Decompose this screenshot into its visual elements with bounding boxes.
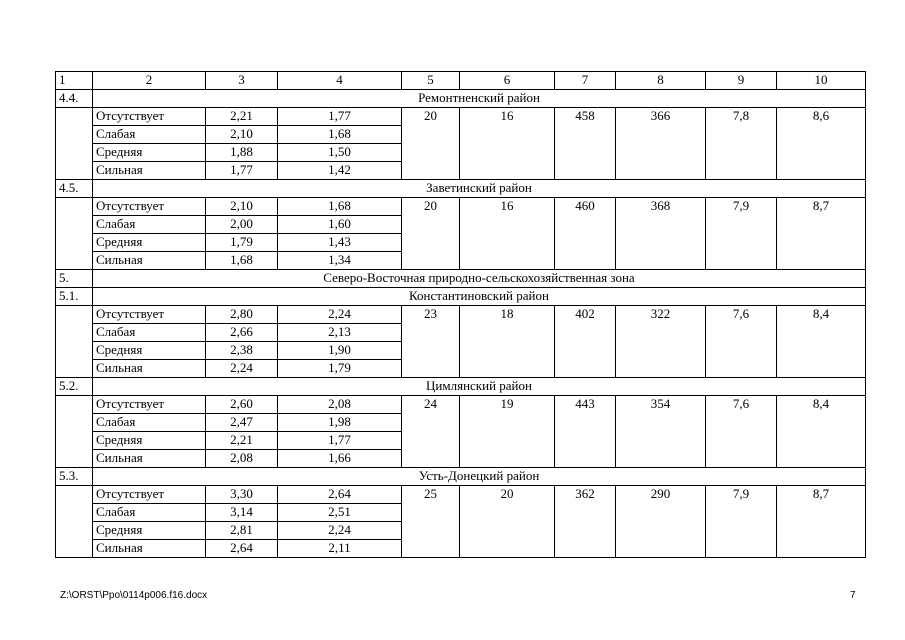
- value-col-4: 2,24: [278, 522, 402, 540]
- column-number-2: 2: [93, 72, 206, 90]
- erosion-level: Слабая: [93, 504, 206, 522]
- value-col-3: 2,24: [206, 360, 278, 378]
- erosion-level: Средняя: [93, 144, 206, 162]
- erosion-level: Средняя: [93, 522, 206, 540]
- value-col-7: 460: [555, 198, 616, 270]
- erosion-level: Слабая: [93, 414, 206, 432]
- value-col-4: 2,08: [278, 396, 402, 414]
- value-col-8: 366: [616, 108, 706, 180]
- value-col-4: 1,50: [278, 144, 402, 162]
- value-col-4: 2,51: [278, 504, 402, 522]
- erosion-level: Отсутствует: [93, 396, 206, 414]
- value-col-10: 8,4: [777, 396, 866, 468]
- table-row: [56, 306, 866, 324]
- column-number-8: 8: [616, 72, 706, 90]
- zone-heading-row: [56, 270, 866, 288]
- section-number: 4.5.: [56, 180, 93, 198]
- document-path: Z:\ORST\Ppo\0114p006.f16.docx: [60, 590, 208, 601]
- data-table: [55, 71, 866, 558]
- value-col-4: 1,68: [278, 126, 402, 144]
- value-col-3: 2,10: [206, 198, 278, 216]
- value-col-5: 20: [402, 108, 460, 180]
- value-col-8: 368: [616, 198, 706, 270]
- column-number-10: 10: [777, 72, 866, 90]
- district-heading-row: [56, 180, 866, 198]
- erosion-level: Сильная: [93, 162, 206, 180]
- value-col-4: 2,64: [278, 486, 402, 504]
- section-number: 5.: [56, 270, 93, 288]
- erosion-level: Сильная: [93, 540, 206, 558]
- value-col-6: 19: [460, 396, 555, 468]
- value-col-4: 1,98: [278, 414, 402, 432]
- value-col-5: 20: [402, 198, 460, 270]
- column-number-3: 3: [206, 72, 278, 90]
- zone-title: Северо-Восточная природно-сельскохозяйственная зона: [93, 270, 866, 288]
- erosion-level: Средняя: [93, 432, 206, 450]
- table-row: [56, 396, 866, 414]
- district-heading-row: [56, 288, 866, 306]
- value-col-3: 2,81: [206, 522, 278, 540]
- table-row: [56, 198, 866, 216]
- section-number: 5.1.: [56, 288, 93, 306]
- value-col-3: 1,79: [206, 234, 278, 252]
- value-col-3: 2,60: [206, 396, 278, 414]
- table-row: [56, 486, 866, 504]
- value-col-5: 23: [402, 306, 460, 378]
- page-number: 7: [850, 590, 856, 601]
- value-col-7: 458: [555, 108, 616, 180]
- value-col-6: 20: [460, 486, 555, 558]
- column-number-7: 7: [555, 72, 616, 90]
- erosion-level: Отсутствует: [93, 108, 206, 126]
- value-col-4: 1,90: [278, 342, 402, 360]
- row-number-blank: [56, 396, 93, 468]
- district-title: Ремонтненский район: [93, 90, 866, 108]
- value-col-4: 1,79: [278, 360, 402, 378]
- value-col-3: 1,68: [206, 252, 278, 270]
- value-col-7: 443: [555, 396, 616, 468]
- erosion-level: Слабая: [93, 324, 206, 342]
- table-body: [56, 72, 866, 558]
- value-col-6: 16: [460, 108, 555, 180]
- value-col-10: 8,7: [777, 486, 866, 558]
- value-col-3: 2,21: [206, 432, 278, 450]
- district-title: Заветинский район: [93, 180, 866, 198]
- value-col-4: 1,34: [278, 252, 402, 270]
- column-number-6: 6: [460, 72, 555, 90]
- value-col-3: 2,47: [206, 414, 278, 432]
- value-col-3: 2,38: [206, 342, 278, 360]
- column-number-4: 4: [278, 72, 402, 90]
- row-number-blank: [56, 108, 93, 180]
- value-col-4: 1,77: [278, 432, 402, 450]
- district-title: Цимлянский район: [93, 378, 866, 396]
- value-col-3: 1,88: [206, 144, 278, 162]
- value-col-4: 1,60: [278, 216, 402, 234]
- section-number: 4.4.: [56, 90, 93, 108]
- district-heading-row: [56, 378, 866, 396]
- value-col-4: 2,24: [278, 306, 402, 324]
- row-number-blank: [56, 198, 93, 270]
- erosion-level: Отсутствует: [93, 198, 206, 216]
- value-col-3: 3,30: [206, 486, 278, 504]
- value-col-3: 2,66: [206, 324, 278, 342]
- value-col-3: 2,10: [206, 126, 278, 144]
- district-title: Усть-Донецкий район: [93, 468, 866, 486]
- value-col-3: 2,21: [206, 108, 278, 126]
- erosion-level: Слабая: [93, 216, 206, 234]
- value-col-9: 7,9: [706, 486, 777, 558]
- value-col-4: 2,13: [278, 324, 402, 342]
- value-col-8: 354: [616, 396, 706, 468]
- value-col-9: 7,6: [706, 396, 777, 468]
- erosion-level: Средняя: [93, 234, 206, 252]
- value-col-3: 2,64: [206, 540, 278, 558]
- erosion-level: Отсутствует: [93, 486, 206, 504]
- section-number: 5.3.: [56, 468, 93, 486]
- erosion-level: Отсутствует: [93, 306, 206, 324]
- value-col-4: 2,11: [278, 540, 402, 558]
- value-col-4: 1,66: [278, 450, 402, 468]
- value-col-10: 8,4: [777, 306, 866, 378]
- value-col-8: 322: [616, 306, 706, 378]
- value-col-3: 3,14: [206, 504, 278, 522]
- value-col-6: 16: [460, 198, 555, 270]
- value-col-4: 1,42: [278, 162, 402, 180]
- district-heading-row: [56, 468, 866, 486]
- row-number-blank: [56, 306, 93, 378]
- section-number: 5.2.: [56, 378, 93, 396]
- erosion-level: Слабая: [93, 126, 206, 144]
- erosion-level: Сильная: [93, 450, 206, 468]
- value-col-5: 24: [402, 396, 460, 468]
- value-col-5: 25: [402, 486, 460, 558]
- erosion-level: Средняя: [93, 342, 206, 360]
- value-col-6: 18: [460, 306, 555, 378]
- value-col-3: 2,08: [206, 450, 278, 468]
- value-col-10: 8,7: [777, 198, 866, 270]
- value-col-4: 1,77: [278, 108, 402, 126]
- value-col-9: 7,8: [706, 108, 777, 180]
- value-col-9: 7,6: [706, 306, 777, 378]
- value-col-7: 402: [555, 306, 616, 378]
- value-col-4: 1,43: [278, 234, 402, 252]
- value-col-3: 2,00: [206, 216, 278, 234]
- column-number-5: 5: [402, 72, 460, 90]
- district-heading-row: [56, 90, 866, 108]
- value-col-9: 7,9: [706, 198, 777, 270]
- row-number-blank: [56, 486, 93, 558]
- erosion-level: Сильная: [93, 252, 206, 270]
- value-col-8: 290: [616, 486, 706, 558]
- erosion-level: Сильная: [93, 360, 206, 378]
- column-number-1: 1: [56, 72, 93, 90]
- value-col-7: 362: [555, 486, 616, 558]
- table-row: [56, 108, 866, 126]
- value-col-4: 1,68: [278, 198, 402, 216]
- value-col-10: 8,6: [777, 108, 866, 180]
- value-col-3: 1,77: [206, 162, 278, 180]
- district-title: Константиновский район: [93, 288, 866, 306]
- value-col-3: 2,80: [206, 306, 278, 324]
- column-number-9: 9: [706, 72, 777, 90]
- column-number-row: [56, 72, 866, 90]
